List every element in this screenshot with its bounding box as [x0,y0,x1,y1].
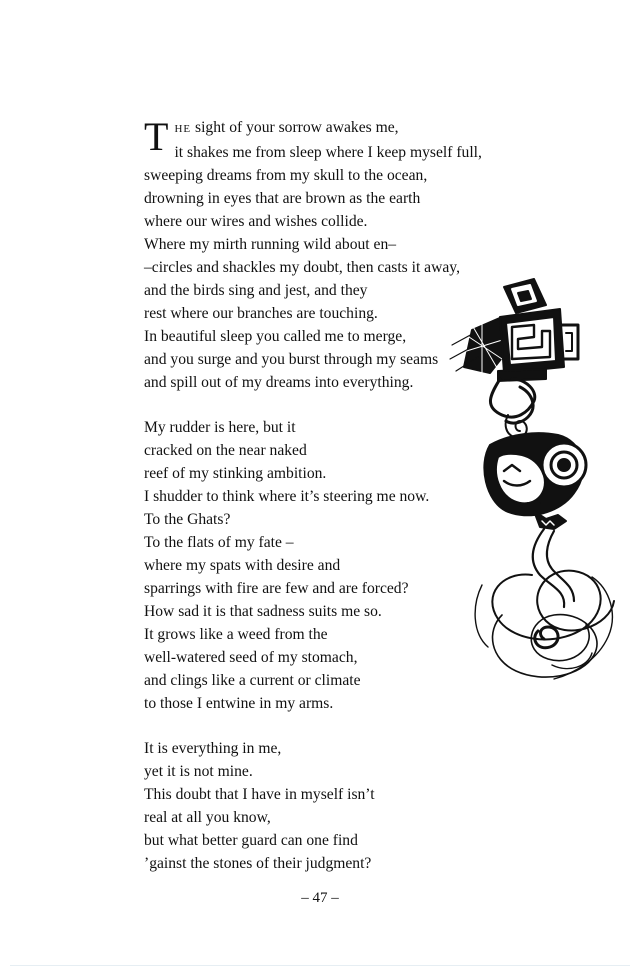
stanza-3 [144,737,504,875]
bottom-rule [10,965,630,966]
poem-line: It grows like a weed from the [144,626,328,643]
poem-line: –circles and shackles my doubt, then casts it away, [144,259,460,276]
poem-line: My rudder is here, but it [144,419,296,436]
ink-illustration [442,275,622,695]
poem-line: where my spats with desire and [144,557,341,574]
poem-line: cracked on the near naked [144,442,307,459]
poem-line: rest where our branches are touching. [144,305,378,322]
poem-line: and the birds sing and jest, and they [144,282,368,299]
poem-line: and you surge and you burst through my seams [144,351,439,368]
page-number: – 47 – [301,890,339,906]
poem-line: real at all you know, [144,809,271,826]
drop-cap: T [144,114,169,159]
first-line-rest: sight of your sorrow awakes me, [191,119,399,136]
poem-line: To the flats of my fate – [144,534,294,551]
poem-line: to those I entwine in my arms. [144,695,334,712]
poem-line: sweeping dreams from my skull to the ocean, [144,167,428,184]
small-caps: HE [174,123,192,135]
poem-line: well-watered seed of my stomach, [144,649,358,666]
poem-line: and clings like a current or climate [144,672,361,689]
poem-line: but what better guard can one find [144,832,358,849]
poem-line: Where my mirth running wild about en– [144,236,397,253]
poem-line: reef of my stinking ambition. [144,465,327,482]
first-line [144,116,504,141]
poem-line: and spill out of my dreams into everything. [144,374,414,391]
poem-line: I shudder to think where it’s steering me now. [144,488,430,505]
poem-line: where our wires and wishes collide. [144,213,368,230]
poem-line: yet it is not mine. [144,763,253,780]
poem-line: sparrings with fire are few and are forced? [144,580,409,597]
poem-line: drowning in eyes that are brown as the earth [144,190,421,207]
poem-line: How sad it is that sadness suits me so. [144,603,382,620]
poem-line: To the Ghats? [144,511,231,528]
poem-line: This doubt that I have in myself isn’t [144,786,375,803]
poem-line: it shakes me from sleep where I keep myself full, [174,144,482,161]
poem-line: It is everything in me, [144,740,282,757]
poem-line: ’gainst the stones of their judgment? [144,855,372,872]
poem-line: In beautiful sleep you called me to merge, [144,328,407,345]
